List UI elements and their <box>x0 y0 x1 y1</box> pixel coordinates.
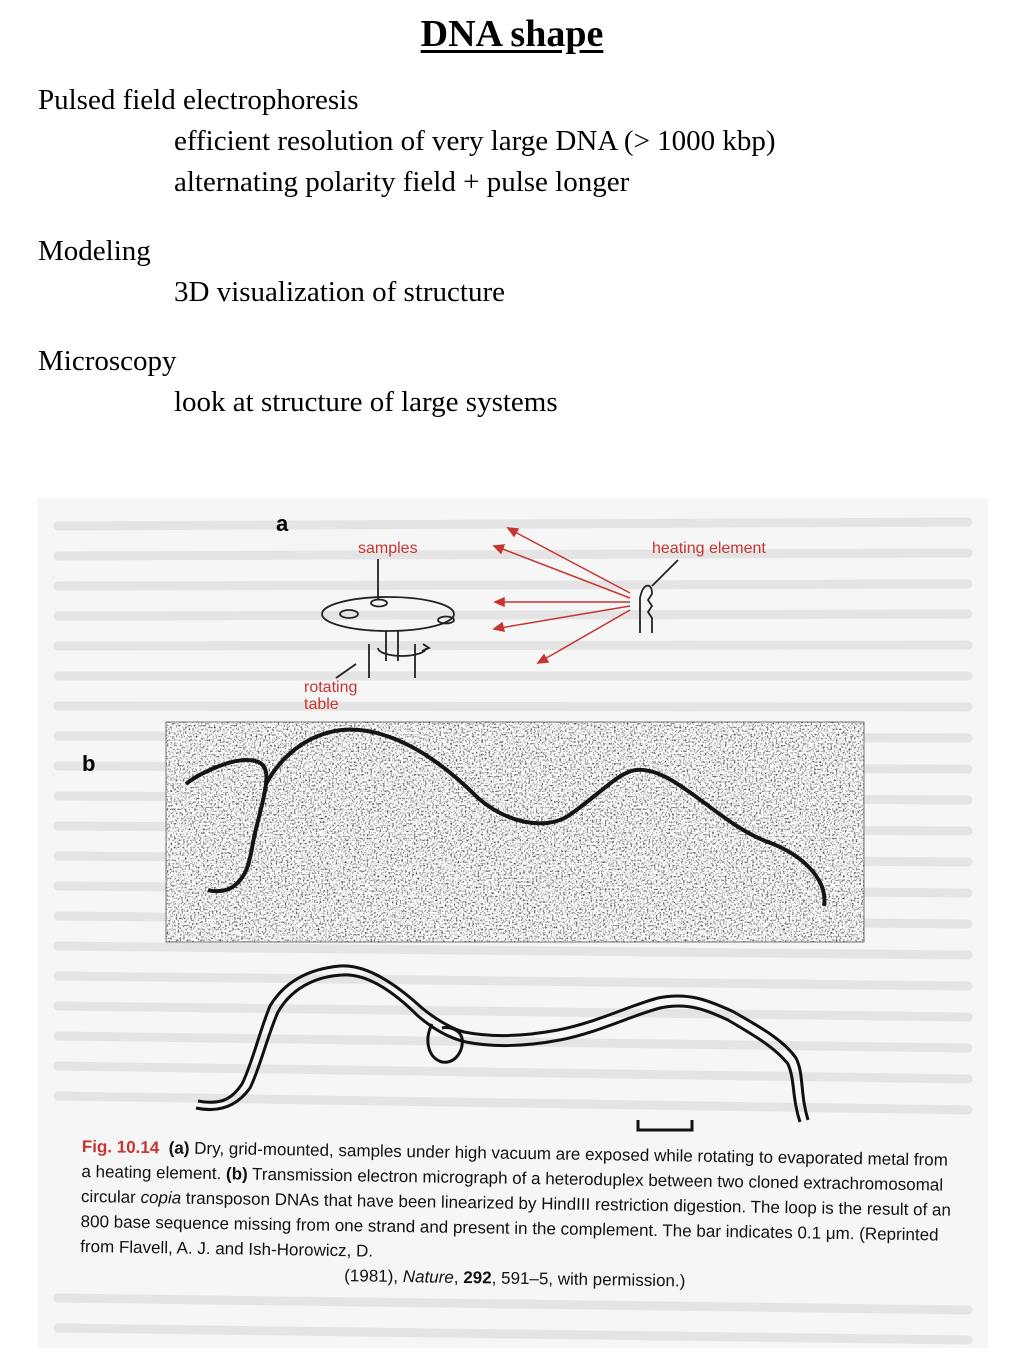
caption-marker-b: (b) <box>225 1164 248 1184</box>
caption-text-b: Transmission electron micrograph of a heteroduplex between two cloned extrachromosomal circular <box>80 1164 944 1207</box>
electron-micrograph <box>166 722 864 942</box>
caption-reference: (1981), Nature, 292, 591–5, with permission.) <box>344 1266 686 1291</box>
section-heading-electrophoresis: Pulsed field electrophoresis <box>38 84 359 116</box>
caption-copia: copia <box>140 1187 182 1208</box>
section-item: efficient resolution of very large DNA (> 1000 kbp) <box>174 125 776 157</box>
scale-bar <box>638 1120 692 1130</box>
bullet-list <box>38 80 776 423</box>
figure-caption <box>80 1134 952 1298</box>
panel-a-letter: a <box>276 511 289 536</box>
caption-text-b2: transposon DNAs that have been linearized by HindIII restriction digestion. The loop is the result of an 800 base sequence missing from one strand and present in the complement. The bar indicates 0.1 μm. (Reprinted from Flavell, A. J. and Ish-Horowicz, D. <box>80 1188 952 1261</box>
panel-b-letter: b <box>82 751 96 776</box>
scanned-figure <box>38 498 988 1348</box>
section-item: look at structure of large systems <box>174 386 558 418</box>
figure-number: Fig. 10.14 <box>81 1136 160 1158</box>
page-title: DNA shape <box>420 13 604 55</box>
caption-marker-a: (a) <box>168 1138 190 1158</box>
caption-journal: Nature <box>402 1267 454 1287</box>
section-item: 3D visualization of structure <box>174 276 505 308</box>
section-item: alternating polarity field + pulse longer <box>174 166 630 198</box>
section-heading-modeling: Modeling <box>38 235 151 267</box>
rotating-table-diagram <box>322 559 454 678</box>
heating-element-label: heating element <box>652 540 766 557</box>
table-label: table <box>304 696 339 713</box>
heteroduplex-tracing <box>196 966 808 1122</box>
rotating-label: rotating <box>304 679 358 696</box>
samples-label: samples <box>358 540 418 557</box>
section-heading-microscopy: Microscopy <box>38 345 177 377</box>
caption-volume: 292 <box>463 1268 492 1288</box>
heating-element-icon <box>640 560 678 633</box>
caption-text-a: Dry, grid-mounted, samples under high vacuum are exposed while rotating to evaporated metal from a heating element. <box>81 1138 949 1184</box>
evaporation-arrows <box>494 528 630 663</box>
